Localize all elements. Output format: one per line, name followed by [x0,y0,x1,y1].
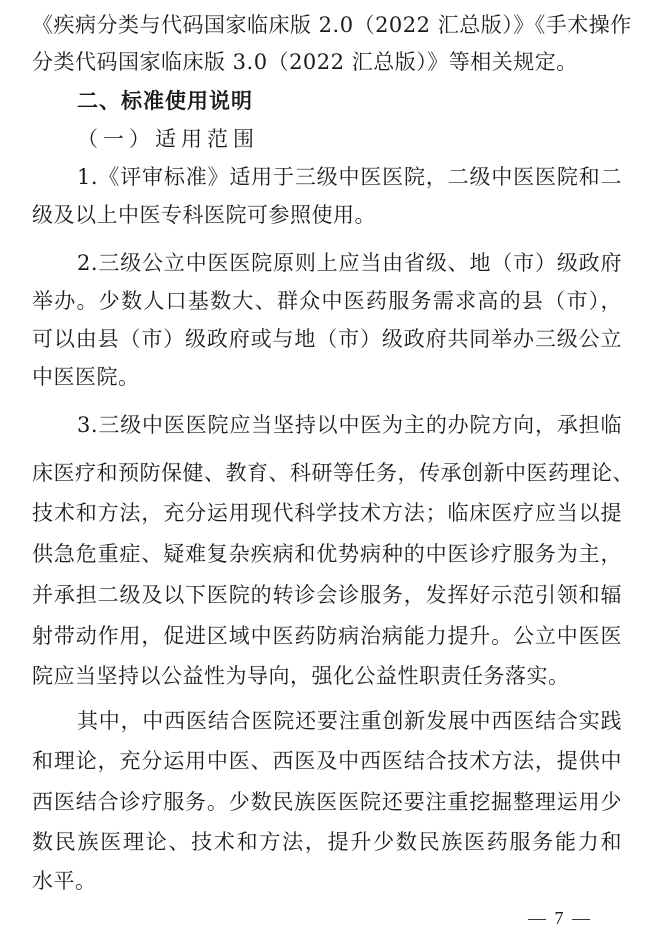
paragraph-item-1-line: 级及以上中医专科医院可参照使用。 [32,203,376,227]
paragraph-other-line: 数民族医理论、技术和方法，提升少数民族医药服务能力和 [32,830,622,854]
paragraph-item-2-line: 2.三级公立中医医院原则上应当由省级、地（市）级政府 [77,251,622,275]
paragraph-item-3-line: 技术和方法，充分运用现代科学技术方法；临床医疗应当以提 [32,501,622,525]
paragraph-item-2-line: 中医医院。 [32,365,140,389]
paragraph-item-1-line: 1.《评审标准》适用于三级中医医院，二级中医医院和二 [77,165,622,189]
paragraph-item-2-line: 举办。少数人口基数大、群众中医药服务需求高的县（市）， [32,289,622,313]
paragraph-item-3-line: 3.三级中医医院应当坚持以中医为主的办院方向，承担临 [77,413,622,437]
paragraph-item-3-line: 并承担二级及以下医院的转诊会诊服务，发挥好示范引领和辐 [32,583,622,607]
paragraph-other-line: 西医结合诊疗服务。少数民族医医院还要注重挖掘整理运用少 [32,790,622,814]
paragraph-item-3-line: 床医疗和预防保健、教育、科研等任务，传承创新中医药理论、 [32,461,634,485]
paragraph-item-3-line: 院应当坚持以公益性为导向，强化公益性职责任务落实。 [32,664,570,688]
paragraph-item-2-line: 可以由县（市）级政府或与地（市）级政府共同举办三级公立 [32,327,622,351]
section-heading: 二、标准使用说明 [77,89,253,113]
paragraph-other-line: 水平。 [32,869,97,893]
page-number: — 7 — [528,908,592,928]
paragraph-other-line: 和理论，充分运用中医、西医及中西医结合技术方法，提供中 [32,749,622,773]
paragraph-item-3-line: 射带动作用，促进区域中医药防病治病能力提升。公立中医医 [32,624,622,648]
text-line: 分类代码国家临床版 3.0（2022 汇总版）》等相关规定。 [32,50,578,74]
text-line: 《疾病分类与代码国家临床版 2.0（2022 汇总版）》《手术操作 [32,13,632,37]
paragraph-other-line: 其中，中西医结合医院还要注重创新发展中西医结合实践 [77,709,622,733]
subsection-heading: （一）适用范围 [77,127,259,151]
paragraph-item-3-line: 供急危重症、疑难复杂疾病和优势病种的中医诊疗服务为主， [32,542,622,566]
